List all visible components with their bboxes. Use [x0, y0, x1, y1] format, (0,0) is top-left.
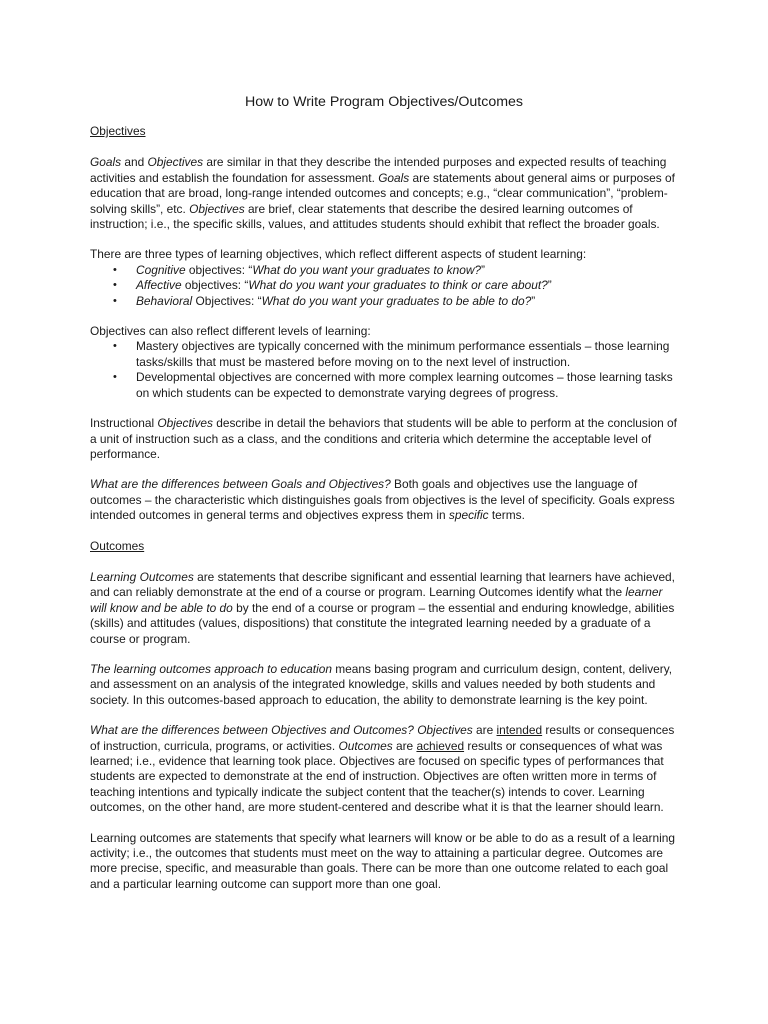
list-item: • Behavioral Objectives: “What do you want your graduates to be able to do?”	[113, 293, 536, 308]
outcomes-heading: Outcomes	[90, 538, 145, 553]
final-paragraph: Learning outcomes are statements that specify what learners will know or be able to do as a result of a learning activity; i.e., the outcomes that students must meet on the way to attaining a particular degree. Outcomes are more precise, specific, and measurable than goals. There can be more than one outcome related to each goal and a particular learning outcome can support more than one goal.	[90, 830, 675, 891]
objective-types-list	[90, 263, 678, 309]
bullet-icon: •	[113, 294, 117, 307]
objectives-vs-outcomes-paragraph: What are the differences between Objectives and Outcomes? Objectives are intended results or consequences of instruction, curricula, programs, or activities. Outcomes are achieved results or consequences of what was learned; i.e., evidence that learning took place. Objectives are focused on specific types of performances that students are expected to demonstrate at the end of instruction. Objectives are often written more in terms of teaching intentions and typically indicate the subject content that the teacher(s) intends to cover. Learning outcomes, on the other hand, are more student-centered and describe what it is that the learner should learn.	[90, 723, 675, 815]
types-intro: There are three types of learning objectives, which reflect different aspects of student learning:	[90, 247, 587, 262]
list-item: • Cognitive objectives: “What do you want your graduates to know?”	[113, 262, 485, 277]
objectives-heading: Objectives	[90, 124, 146, 138]
document-title: How to Write Program Objectives/Outcomes	[244, 94, 524, 110]
bullet-icon: •	[113, 263, 117, 276]
term-objectives: Objectives	[189, 201, 245, 216]
levels-intro: Objectives can also reflect different levels of learning:	[90, 324, 371, 339]
instructional-objectives-paragraph: Instructional Objectives describe in detail the behaviors that students will be able to perform at the conclusion of a unit of instruction such as a class, and the conditions and criteria which determine the acceptable level of performance.	[90, 416, 677, 461]
outcomes-approach-paragraph: The learning outcomes approach to education means basing program and curriculum design, content, delivery, and assessment on an analysis of the integrated knowledge, skills and values needed by both students and society. In this outcomes-based approach to education, the ability to demonstrate learning is the key point.	[90, 661, 673, 707]
bullet-icon: •	[113, 279, 117, 292]
goals-vs-objectives-paragraph: What are the differences between Goals and Objectives? Both goals and objectives use the language of outcomes – the characteristic which distinguishes goals from objectives is the level of specificity. Goals express intended outcomes in general terms and objectives express them in specific terms.	[90, 477, 675, 523]
bullet-icon: •	[113, 340, 117, 353]
term-goals: Goals	[90, 155, 122, 170]
list-item: • Mastery objectives are typically concerned with the minimum performance essentials – those learning tasks/skills that must be mastered before moving on to the next level of instruction.	[113, 339, 670, 369]
bullet-icon: •	[113, 371, 117, 384]
objective-levels-list	[90, 339, 678, 401]
term-goals: Goals	[378, 170, 410, 185]
goals-objectives-paragraph: Goals and Objectives are similar in that they describe the intended purposes and expected results of teaching activities and establish the foundation for assessment. Goals are statements about general aims or purposes of education that are broad, long-range intended outcomes and concepts; e.g., “clear communication”, “problem-solving skills”, etc. Objectives are brief, clear statements that describe the desired learning outcomes of instruction; i.e., the specific skills, values, and attitudes students should exhibit that reflect the broader goals.	[90, 155, 675, 232]
term-objectives: Objectives	[147, 155, 204, 170]
list-item: • Developmental objectives are concerned with more complex learning outcomes – those learning tasks on which students can be expected to demonstrate varying degrees of progress.	[113, 370, 673, 400]
learning-outcomes-paragraph: Learning Outcomes are statements that describe significant and essential learning that learners have achieved, and can reliably demonstrate at the end of a course or program. Learning Outcomes identify what the learner will know and be able to do by the end of a course or program – the essential and enduring knowledge, abilities (skills) and attitudes (values, dispositions) that constitute the integrated learning needed by a graduate of a course or program.	[90, 569, 675, 646]
list-item: • Affective objectives: “What do you want your graduates to think or care about?”	[113, 278, 552, 293]
